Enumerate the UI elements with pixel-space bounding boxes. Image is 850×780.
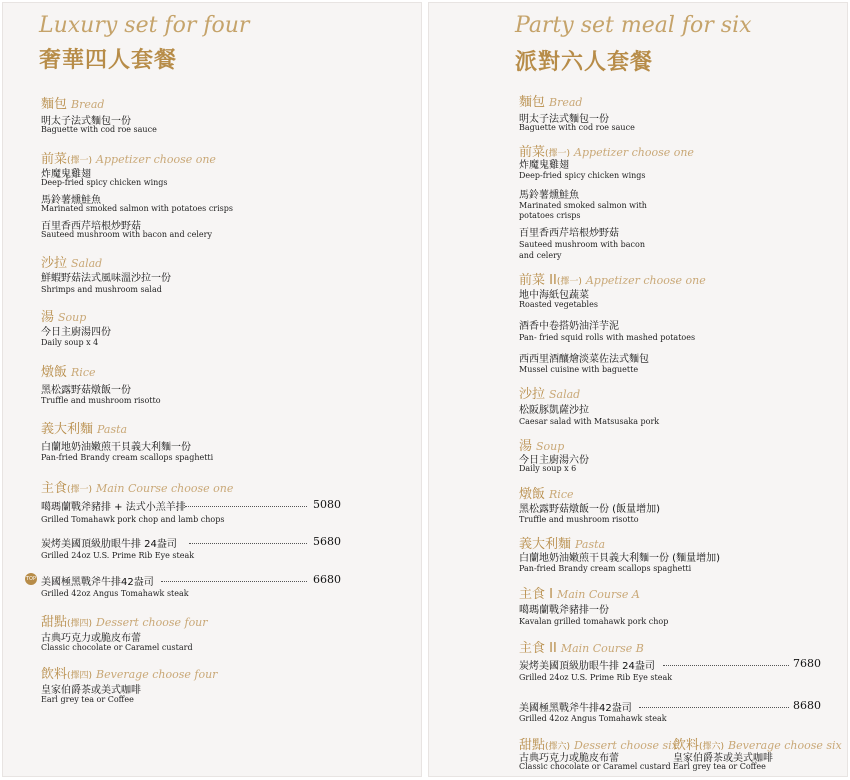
menu-title-zh: 奢華四人套餐 xyxy=(39,48,178,73)
section-appetizer: 前菜(擇一) Appetizer choose one xyxy=(41,152,216,167)
menu-item-price: 5680 xyxy=(313,535,341,548)
leader-dots xyxy=(185,506,307,507)
menu-item-zh: 炸魔鬼雞翅 xyxy=(519,160,569,171)
section-dessert: 甜點(擇六) Dessert choose six xyxy=(519,738,678,753)
menu-item-en: Truffle and mushroom risotto xyxy=(41,396,161,405)
section-beverage: 飲料(擇六) Beverage choose six xyxy=(673,738,842,753)
section-rice: 燉飯 Rice xyxy=(41,365,96,380)
menu-item-zh: 黑松露野菇燉飯一份 xyxy=(41,385,131,396)
section-main-course-b: 主食 II Main Course B xyxy=(519,641,644,656)
menu-item-zh: 馬鈴薯燻鮭魚 xyxy=(41,195,101,206)
menu-item-zh: 百里香西芹培根炒野菇 xyxy=(519,228,619,239)
section-pasta: 義大利麵 Pasta xyxy=(41,422,128,437)
section-soup: 湯 Soup xyxy=(41,310,87,325)
menu-item-zh: 噶瑪蘭戰斧豬排 + 法式小羔羊排 xyxy=(41,502,186,513)
menu-item-en: Grilled 24oz U.S. Prime Rib Eye steak xyxy=(519,673,673,682)
menu-item-zh: 地中海紙包蔬菜 xyxy=(519,290,589,301)
menu-item-en: Roasted vegetables xyxy=(519,300,598,309)
menu-item-zh: 美國極黑戰斧牛排42盎司 xyxy=(41,577,154,588)
menu-item-zh: 馬鈴薯燻鮭魚 xyxy=(519,190,579,201)
menu-item-en: Grilled Tomahawk pork chop and lamb chops xyxy=(41,515,225,524)
menu-item-en: Marinated smoked salmon with xyxy=(519,201,647,210)
menu-item-zh: 古典巧克力或脆皮布蕾 xyxy=(41,633,141,644)
menu-item-price: 6680 xyxy=(313,573,341,586)
menu-item-en: and celery xyxy=(519,251,562,260)
section-rice: 燉飯 Rice xyxy=(519,487,574,502)
section-appetizer: 前菜(擇一) Appetizer choose one xyxy=(519,145,694,160)
menu-item-en: Deep-fried spicy chicken wings xyxy=(41,178,168,187)
menu-item-en: Grilled 42oz Angus Tomahawk steak xyxy=(519,714,667,723)
menu-item-en: Earl grey tea or Coffee xyxy=(673,762,766,771)
menu-item-zh: 古典巧克力或脆皮布蕾 xyxy=(519,753,619,764)
menu-item-en: Mussel cuisine with baguette xyxy=(519,365,639,374)
menu-item-zh: 白蘭地奶油嫩煎干貝義大利麵一份 xyxy=(41,442,191,453)
menu-item-en: Classic chocolate or Caramel custard xyxy=(41,643,193,652)
menu-item-en: Pan- fried squid rolls with mashed potatoes xyxy=(519,333,696,342)
menu-item-en: potatoes crisps xyxy=(519,211,581,220)
menu-item-en: Classic chocolate or Caramel custard xyxy=(519,762,671,771)
section-main-course-a: 主食 I Main Course A xyxy=(519,587,640,602)
menu-item-en: Grilled 24oz U.S. Prime Rib Eye steak xyxy=(41,551,195,560)
section-bread: 麵包 Bread xyxy=(41,97,105,112)
menu-item-zh: 今日主廚湯四份 xyxy=(41,327,111,338)
menu-item-price: 5080 xyxy=(313,498,341,511)
menu-item-zh: 黑松露野菇燉飯一份 (飯量增加) xyxy=(519,504,660,515)
menu-item-en: Baguette with cod roe sauce xyxy=(519,123,635,132)
menu-item-price: 8680 xyxy=(793,699,821,712)
menu-item-zh: 明太子法式麵包一份 xyxy=(519,114,609,125)
menu-item-en: Pan-fried Brandy cream scallops spaghetti xyxy=(41,453,214,462)
menu-title-en: Party set meal for six xyxy=(515,13,752,38)
menu-item-en: Daily soup x 6 xyxy=(519,464,577,473)
section-salad: 沙拉 Salad xyxy=(41,256,103,271)
menu-item-zh: 西西里酒釀燴淡菜佐法式麵包 xyxy=(519,354,649,365)
menu-panel-luxury-four xyxy=(2,2,422,777)
menu-item-en: Daily soup x 4 xyxy=(41,338,99,347)
menu-item-zh: 松阪豚凱薩沙拉 xyxy=(519,405,589,416)
menu-item-zh: 炭烤美國頂級肋眼牛排 24盎司 xyxy=(41,539,177,550)
section-bread: 麵包 Bread xyxy=(519,95,583,110)
leader-dots xyxy=(639,707,789,708)
menu-item-zh: 酒香中卷搭奶油洋芋泥 xyxy=(519,321,619,332)
menu-item-zh: 炸魔鬼雞翅 xyxy=(41,169,91,180)
menu-item-zh: 今日主廚湯六份 xyxy=(519,455,589,466)
section-pasta: 義大利麵 Pasta xyxy=(519,537,606,552)
menu-item-en: Sauteed mushroom with bacon xyxy=(519,240,645,249)
menu-item-en: Deep-fried spicy chicken wings xyxy=(519,171,646,180)
menu-item-en: Marinated smoked salmon with potatoes crisps xyxy=(41,204,234,213)
section-main-course: 主食(擇一) Main Course choose one xyxy=(41,481,234,496)
leader-dots xyxy=(161,581,307,582)
menu-item-zh: 百里香西芹培根炒野菇 xyxy=(41,221,141,232)
menu-item-en: Baguette with cod roe sauce xyxy=(41,125,157,134)
top-badge-icon: TOP xyxy=(25,573,37,585)
leader-dots xyxy=(189,543,307,544)
menu-item-price: 7680 xyxy=(793,657,821,670)
menu-item-zh: 皇家伯爵茶或美式咖啡 xyxy=(41,685,141,696)
menu-title-en: Luxury set for four xyxy=(39,13,250,38)
menu-item-en: Kavalan grilled tomahawk pork chop xyxy=(519,617,669,626)
menu-panel-party-six xyxy=(428,2,848,777)
menu-item-zh: 白蘭地奶油嫩煎干貝義大利麵一份 (麵量增加) xyxy=(519,553,720,564)
menu-item-en: Caesar salad with Matsusaka pork xyxy=(519,417,660,426)
section-appetizer-2: 前菜 II(擇一) Appetizer choose one xyxy=(519,273,706,288)
menu-item-zh: 噶瑪蘭戰斧豬排一份 xyxy=(519,605,609,616)
menu-item-zh: 皇家伯爵茶或美式咖啡 xyxy=(673,753,773,764)
menu-item-en: Earl grey tea or Coffee xyxy=(41,695,134,704)
menu-item-en: Grilled 42oz Angus Tomahawk steak xyxy=(41,589,189,598)
menu-item-en: Shrimps and mushroom salad xyxy=(41,285,162,294)
section-beverage: 飲料(擇四) Beverage choose four xyxy=(41,667,218,682)
menu-item-zh: 明太子法式麵包一份 xyxy=(41,116,131,127)
menu-item-zh: 炭烤美國頂級肋眼牛排 24盎司 xyxy=(519,661,655,672)
menu-title-zh: 派對六人套餐 xyxy=(515,50,654,75)
menu-item-en: Sauteed mushroom with bacon and celery xyxy=(41,230,212,239)
section-dessert: 甜點(擇四) Dessert choose four xyxy=(41,615,208,630)
menu-item-zh: 鮮蝦野菇法式風味溫沙拉一份 xyxy=(41,273,171,284)
section-soup: 湯 Soup xyxy=(519,439,565,454)
menu-item-en: Truffle and mushroom risotto xyxy=(519,515,639,524)
section-salad: 沙拉 Salad xyxy=(519,387,581,402)
menu-item-en: Pan-fried Brandy cream scallops spaghetti xyxy=(519,564,692,573)
leader-dots xyxy=(663,665,789,666)
menu-item-zh: 美國極黑戰斧牛排42盎司 xyxy=(519,703,632,714)
